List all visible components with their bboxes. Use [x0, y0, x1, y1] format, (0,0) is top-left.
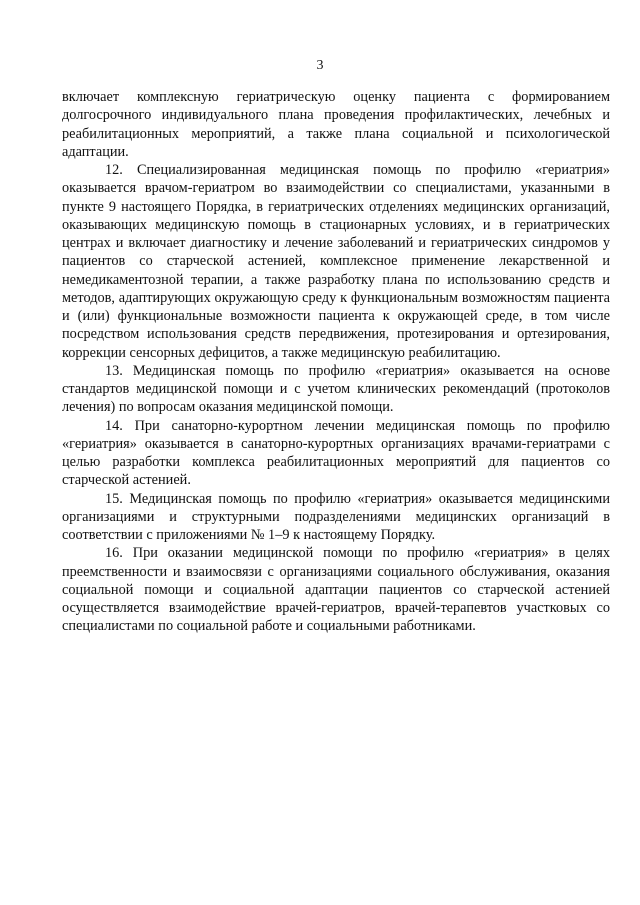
- paragraph-15: 15. Медицинская помощь по профилю «гериатрия» оказывается медицинскими организациями и структурными подразделениями медицинских организаций в соответствии с приложениями № 1–9 к настоящему Порядку.: [62, 490, 610, 543]
- paragraph-12: 12. Специализированная медицинская помощь по профилю «гериатрия» оказывается врачом-гериатром во взаимодействии со специалистами, указанными в пункте 9 настоящего Порядка, в гериатрических отделениях медицинских организаций, оказывающих медицинскую помощь в стационарных условиях, и в гериатрических центрах и включает диагностику и лечение заболеваний и гериатрических синдромов у пациентов со старческой астенией, комплексное применение лекарственной и немедикаментозной терапии, а также разработку плана по использованию средств и методов, адаптирующих окружающую среду к функциональным возможностям пациента и (или) функциональные возможности пациента к окружающей среде, в том числе посредством использования средств передвижения, протезирования и ортезирования, коррекции сенсорных дефицитов, а также медицинскую реабилитацию.: [62, 162, 610, 361]
- document-body: [62, 88, 610, 636]
- paragraph-14: 14. При санаторно-курортном лечении медицинская помощь по профилю «гериатрия» оказывается в санаторно-курортных организациях врачами-гериатрами с целью разработки комплекса реабилитационных мероприятий для пациентов со старческой астенией.: [62, 417, 610, 489]
- paragraph-continuation: включает комплексную гериатрическую оценку пациента с формированием долгосрочного индивидуального плана проведения профилактических, лечебных и реабилитационных мероприятий, а также плана социальной и психологической адаптации.: [62, 89, 610, 160]
- paragraph-13: 13. Медицинская помощь по профилю «гериатрия» оказывается на основе стандартов медицинской помощи и с учетом клинических рекомендаций (протоколов лечения) по вопросам оказания медицинской помощи.: [62, 362, 610, 416]
- paragraph-16: 16. При оказании медицинской помощи по профилю «гериатрия» в целях преемственности и взаимосвязи с организациями социального обслуживания, оказания социальной помощи и социальной адаптации пациентов со старческой астенией осуществляется взаимодействие врачей-гериатров, врачей-терапевтов участковых со специалистами по социальной работе и социальными работниками.: [62, 545, 610, 635]
- page-number: 3: [316, 58, 324, 73]
